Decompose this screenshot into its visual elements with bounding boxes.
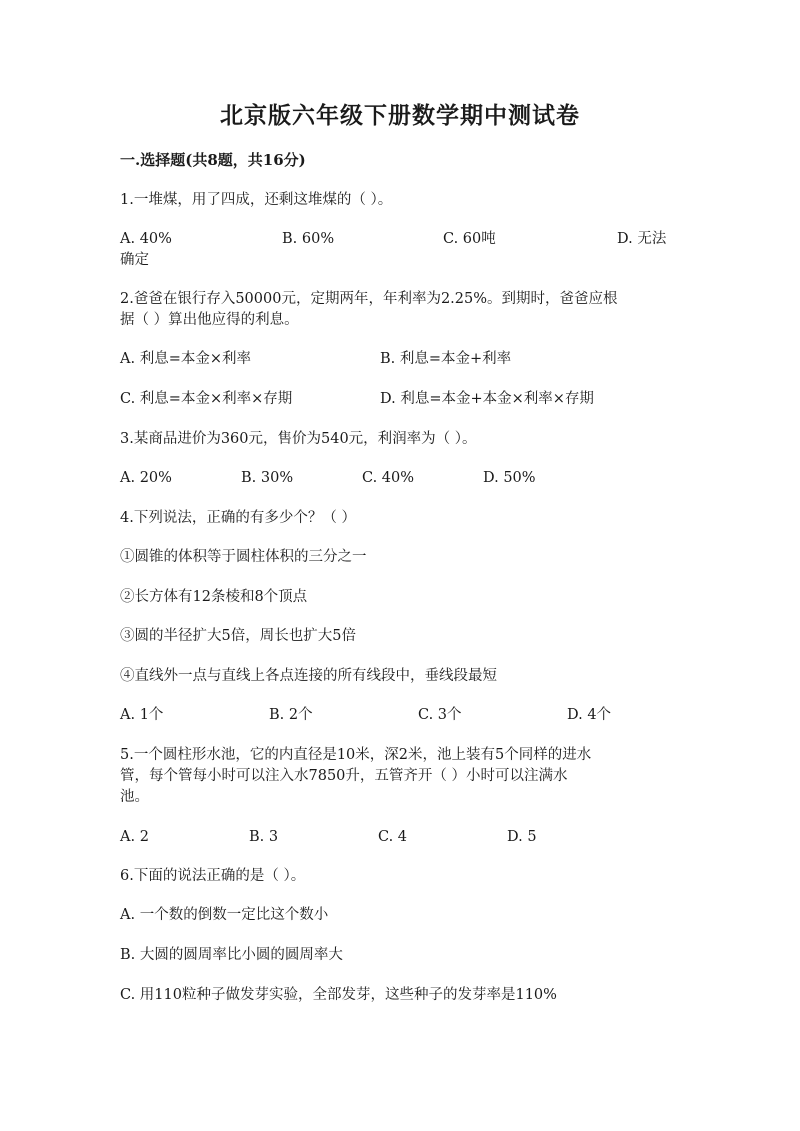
q4-option-c: C. 3个 — [418, 707, 462, 723]
q3-option-b: B. 30% — [241, 470, 294, 486]
q1-option-d-continued: 确定 — [120, 252, 149, 268]
q1-option-d: D. 无法 — [617, 231, 667, 247]
q1-option-b: B. 60% — [282, 231, 335, 247]
q1-option-a: A. 40% — [120, 231, 172, 247]
q5-option-a: A. 2 — [120, 829, 149, 845]
question-6-stem: 6.下面的说法正确的是（ ）。 — [120, 868, 306, 884]
q1-option-c: C. 60吨 — [443, 231, 496, 247]
section-heading: 一.选择题(共8题，共16分) — [120, 151, 306, 169]
q5-option-c: C. 4 — [378, 829, 408, 845]
q4-option-d: D. 4个 — [567, 707, 612, 723]
question-3-stem: 3.某商品进价为360元，售价为540元，利润率为（ ）。 — [120, 431, 477, 447]
question-2-stem-line-1: 2.爸爸在银行存入50000元，定期两年，年利率为2.25%。到期时，爸爸应根 — [120, 291, 618, 307]
q4-option-b: B. 2个 — [269, 707, 313, 723]
q6-option-b: B. 大圆的圆周率比小圆的圆周率大 — [120, 947, 343, 963]
q2-option-a: A. 利息=本金×利率 — [120, 351, 251, 367]
q2-option-d: D. 利息=本金+本金×利率×存期 — [380, 391, 594, 407]
question-5-stem-line-1: 5.一个圆柱形水池，它的内直径是10米，深2米，池上装有5个同样的进水 — [120, 747, 592, 763]
question-1-stem: 1.一堆煤，用了四成，还剩这堆煤的（ ）。 — [120, 192, 393, 208]
question-4-stem: 4.下列说法，正确的有多少个？（ ） — [120, 510, 356, 526]
q5-option-d: D. 5 — [507, 829, 537, 845]
q6-option-a: A. 一个数的倒数一定比这个数小 — [120, 907, 329, 923]
q4-statement-3: ③圆的半径扩大5倍，周长也扩大5倍 — [120, 628, 356, 644]
page-title: 北京版六年级下册数学期中测试卷 — [220, 102, 580, 129]
q4-statement-1: ①圆锥的体积等于圆柱体积的三分之一 — [120, 549, 367, 565]
question-2-stem-line-2: 据（ ）算出他应得的利息。 — [120, 312, 299, 328]
q4-statement-4: ④直线外一点与直线上各点连接的所有线段中，垂线段最短 — [120, 668, 497, 684]
q4-option-a: A. 1个 — [120, 707, 164, 723]
q2-option-b: B. 利息=本金+利率 — [380, 351, 512, 367]
q3-option-a: A. 20% — [120, 470, 172, 486]
q5-option-b: B. 3 — [249, 829, 279, 845]
q3-option-c: C. 40% — [362, 470, 415, 486]
q4-statement-2: ②长方体有12条棱和8个顶点 — [120, 589, 308, 605]
q3-option-d: D. 50% — [483, 470, 536, 486]
question-5-stem-line-3: 池。 — [120, 789, 149, 805]
question-5-stem-line-2: 管，每个管每小时可以注入水7850升，五管齐开（ ）小时可以注满水 — [120, 768, 568, 784]
q6-option-c: C. 用110粒种子做发芽实验，全部发芽，这些种子的发芽率是110% — [120, 987, 557, 1003]
q2-option-c: C. 利息=本金×利率×存期 — [120, 391, 293, 407]
